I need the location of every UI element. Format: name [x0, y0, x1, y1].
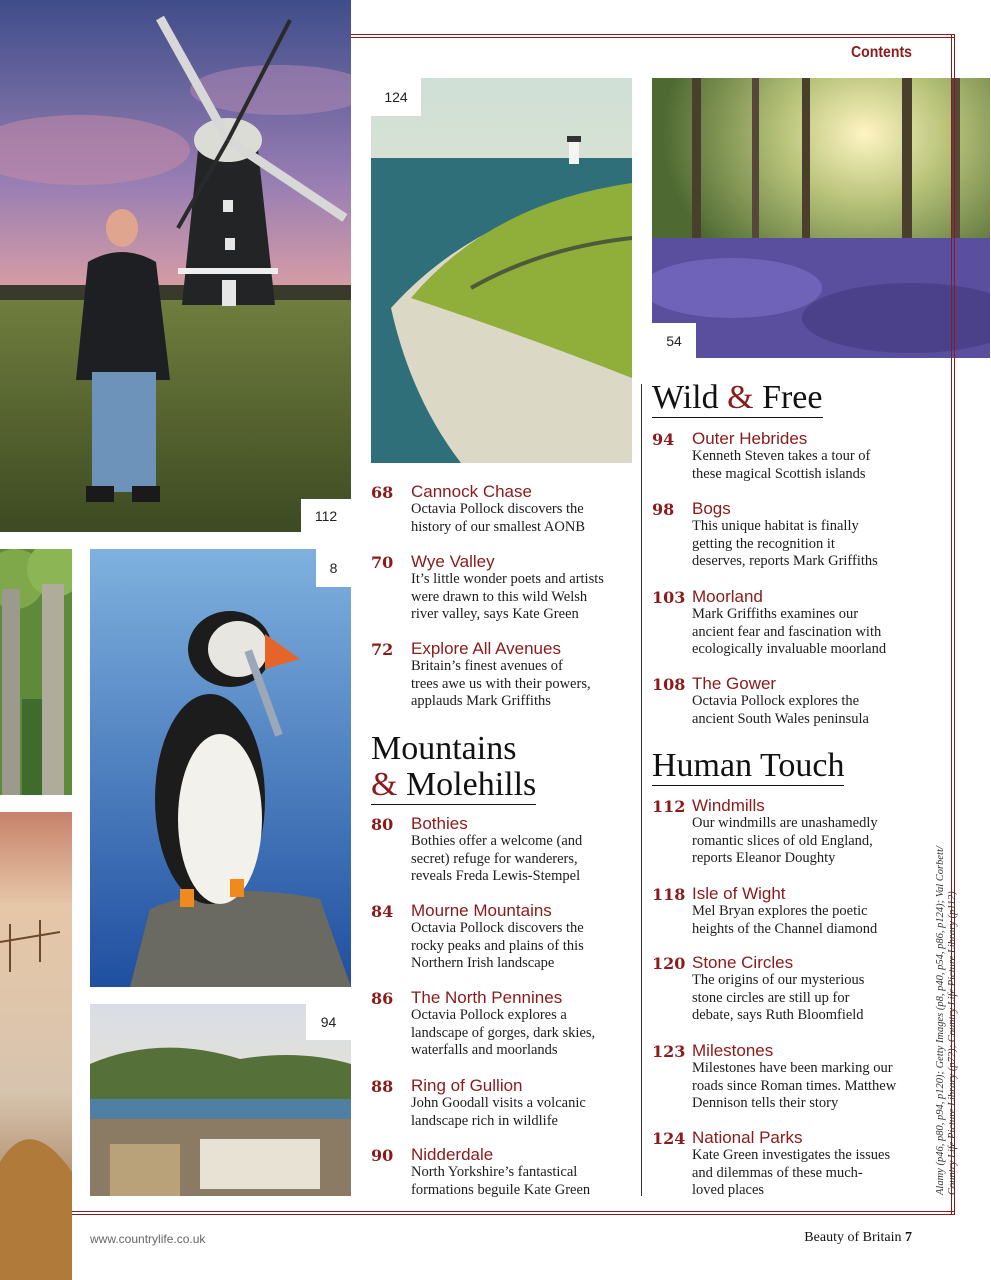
toc-entry[interactable] — [652, 797, 927, 869]
entry-page-number: 90 — [371, 1146, 394, 1165]
entry-page-number: 80 — [371, 815, 394, 834]
toc-entry[interactable] — [371, 989, 633, 1061]
toc-entry[interactable] — [652, 954, 927, 1026]
toc-entry[interactable] — [371, 815, 633, 887]
entry-title: Nidderdale — [411, 1145, 494, 1164]
entry-title: Ring of Gullion — [411, 1076, 523, 1095]
entry-description: The origins of our mysterious stone circles are still up for debate, says Ruth Bloomfield — [692, 972, 865, 1023]
toc-entry[interactable] — [652, 588, 942, 660]
frame-top-rule — [351, 34, 955, 38]
entry-description: Britain’s finest avenues of trees awe us with their powers, applauds Mark Griffiths — [411, 658, 591, 709]
entry-description: North Yorkshire’s fantastical formations beguile Kate Green — [411, 1164, 591, 1198]
footer-website[interactable]: www.countrylife.co.uk — [90, 1232, 206, 1246]
page-tag-puffin: 8 — [316, 549, 351, 587]
entry-title: Mourne Mountains — [411, 901, 552, 920]
entry-title: Milestones — [692, 1041, 774, 1060]
column-divider — [641, 384, 642, 1196]
photo-credits — [935, 785, 959, 1195]
entry-description: Kenneth Steven takes a tour of these magical Scottish islands — [692, 448, 871, 482]
toc-entry[interactable] — [371, 640, 633, 712]
credits-line2: Country Life Picture Library (p72); Country Life Picture Library (p112). — [947, 888, 958, 1195]
entry-page-number: 123 — [652, 1042, 686, 1061]
entry-description: Kate Green investigates the issues and dilemmas of these much- loved places — [692, 1147, 891, 1198]
entry-page-number: 68 — [371, 483, 394, 502]
entry-description: Bothies offer a welcome (and secret) refuge for wanderers, reveals Freda Lewis-Stempel — [411, 833, 583, 884]
entry-page-number: 108 — [652, 675, 686, 694]
entry-title: Stone Circles — [692, 953, 794, 972]
entry-page-number: 124 — [652, 1129, 686, 1148]
entry-title: Explore All Avenues — [411, 639, 561, 658]
entry-page-number: 70 — [371, 553, 394, 572]
heading-line1: Mountains — [371, 730, 517, 767]
heading-ampersand: & — [727, 379, 754, 416]
entry-page-number: 72 — [371, 640, 394, 659]
toc-entry[interactable] — [652, 1129, 927, 1201]
publication-title: Beauty of Britain — [804, 1230, 902, 1245]
entry-description: John Goodall visits a volcanic landscape rich in wildlife — [411, 1095, 586, 1129]
bluebells-photo — [652, 78, 990, 358]
page-tag-harbour: 94 — [306, 1004, 351, 1040]
entry-page-number: 94 — [652, 430, 675, 449]
entry-description: Octavia Pollock discovers the history of our smallest AONB — [411, 501, 585, 535]
page-tag-windmill: 112 — [301, 499, 351, 532]
section-label: Contents — [850, 44, 912, 61]
heading-wild: Wild — [652, 379, 719, 416]
entry-page-number: 120 — [652, 954, 686, 973]
entry-page-number: 103 — [652, 588, 686, 607]
entry-title: Moorland — [692, 587, 763, 606]
entry-description: Milestones have been marking our roads since Roman times. Matthew Dennison tells their story — [692, 1060, 897, 1111]
toc-entry[interactable] — [652, 675, 942, 731]
toc-entry[interactable] — [652, 500, 942, 572]
entry-description: Octavia Pollock explores the ancient South Wales peninsula — [692, 693, 869, 727]
cliffs-photo — [371, 78, 632, 463]
entry-title: Bothies — [411, 814, 468, 833]
credits-line1: Alamy (p46, p80, p94, p120); Getty Images (p8, p40, p54, p86, p124); Val Corbett/ — [935, 846, 946, 1195]
toc-entry[interactable] — [652, 430, 942, 486]
toc-entry[interactable] — [371, 902, 633, 974]
toc-entry[interactable] — [371, 553, 633, 625]
heading-line2: Molehills — [405, 766, 537, 803]
entry-description: It’s little wonder poets and artists were drawn to this wild Welsh river valley, says Kate Green — [411, 571, 604, 622]
dunes-photo — [0, 812, 72, 1280]
page-tag-cliffs: 124 — [371, 78, 421, 116]
entry-title: Isle of Wight — [692, 884, 786, 903]
entry-description: Mark Griffiths examines our ancient fear and fascination with ecologically invaluable moorland — [692, 606, 887, 657]
entry-description: This unique habitat is finally getting the recognition it deserves, reports Mark Griffiths — [692, 518, 878, 569]
heading-ampersand: & — [371, 766, 398, 803]
entry-title: The North Pennines — [411, 988, 563, 1007]
frame-bottom-rule — [72, 1211, 955, 1215]
footer-publication — [700, 1230, 912, 1246]
section-heading-mountains — [371, 731, 541, 805]
windmill-photo — [0, 0, 351, 532]
entry-description: Octavia Pollock discovers the rocky peaks and plains of this Northern Irish landscape — [411, 920, 584, 971]
puffin-photo — [90, 549, 351, 987]
entry-title: National Parks — [692, 1128, 803, 1147]
entry-description: Mel Bryan explores the poetic heights of the Channel diamond — [692, 903, 878, 937]
toc-entry[interactable] — [371, 483, 633, 539]
entry-title: The Gower — [692, 674, 777, 693]
entry-page-number: 88 — [371, 1077, 394, 1096]
entry-page-number: 86 — [371, 989, 394, 1008]
entry-page-number: 98 — [652, 500, 675, 519]
page-tag-bluebells: 54 — [652, 323, 696, 358]
section-heading-human: Human Touch — [652, 747, 845, 784]
heading-free: Free — [762, 379, 823, 416]
page-number: 7 — [905, 1230, 912, 1245]
toc-entry[interactable] — [652, 885, 927, 941]
entry-description: Octavia Pollock explores a landscape of gorges, dark skies, waterfalls and moorlands — [411, 1007, 596, 1058]
entry-description: Our windmills are unashamedly romantic slices of old England, reports Eleanor Doughty — [692, 815, 878, 866]
toc-entry[interactable] — [652, 1042, 927, 1114]
toc-entry[interactable] — [371, 1077, 633, 1133]
entry-title: Bogs — [692, 499, 731, 518]
entry-page-number: 84 — [371, 902, 394, 921]
entry-title: Wye Valley — [411, 552, 495, 571]
entry-page-number: 118 — [652, 885, 686, 904]
entry-page-number: 112 — [652, 797, 686, 816]
toc-entry[interactable] — [371, 1146, 633, 1202]
section-heading-wild — [652, 380, 823, 418]
entry-title: Cannock Chase — [411, 482, 532, 501]
entry-title: Outer Hebrides — [692, 429, 808, 448]
entry-title: Windmills — [692, 796, 765, 815]
avenue-trees-photo — [0, 549, 72, 795]
